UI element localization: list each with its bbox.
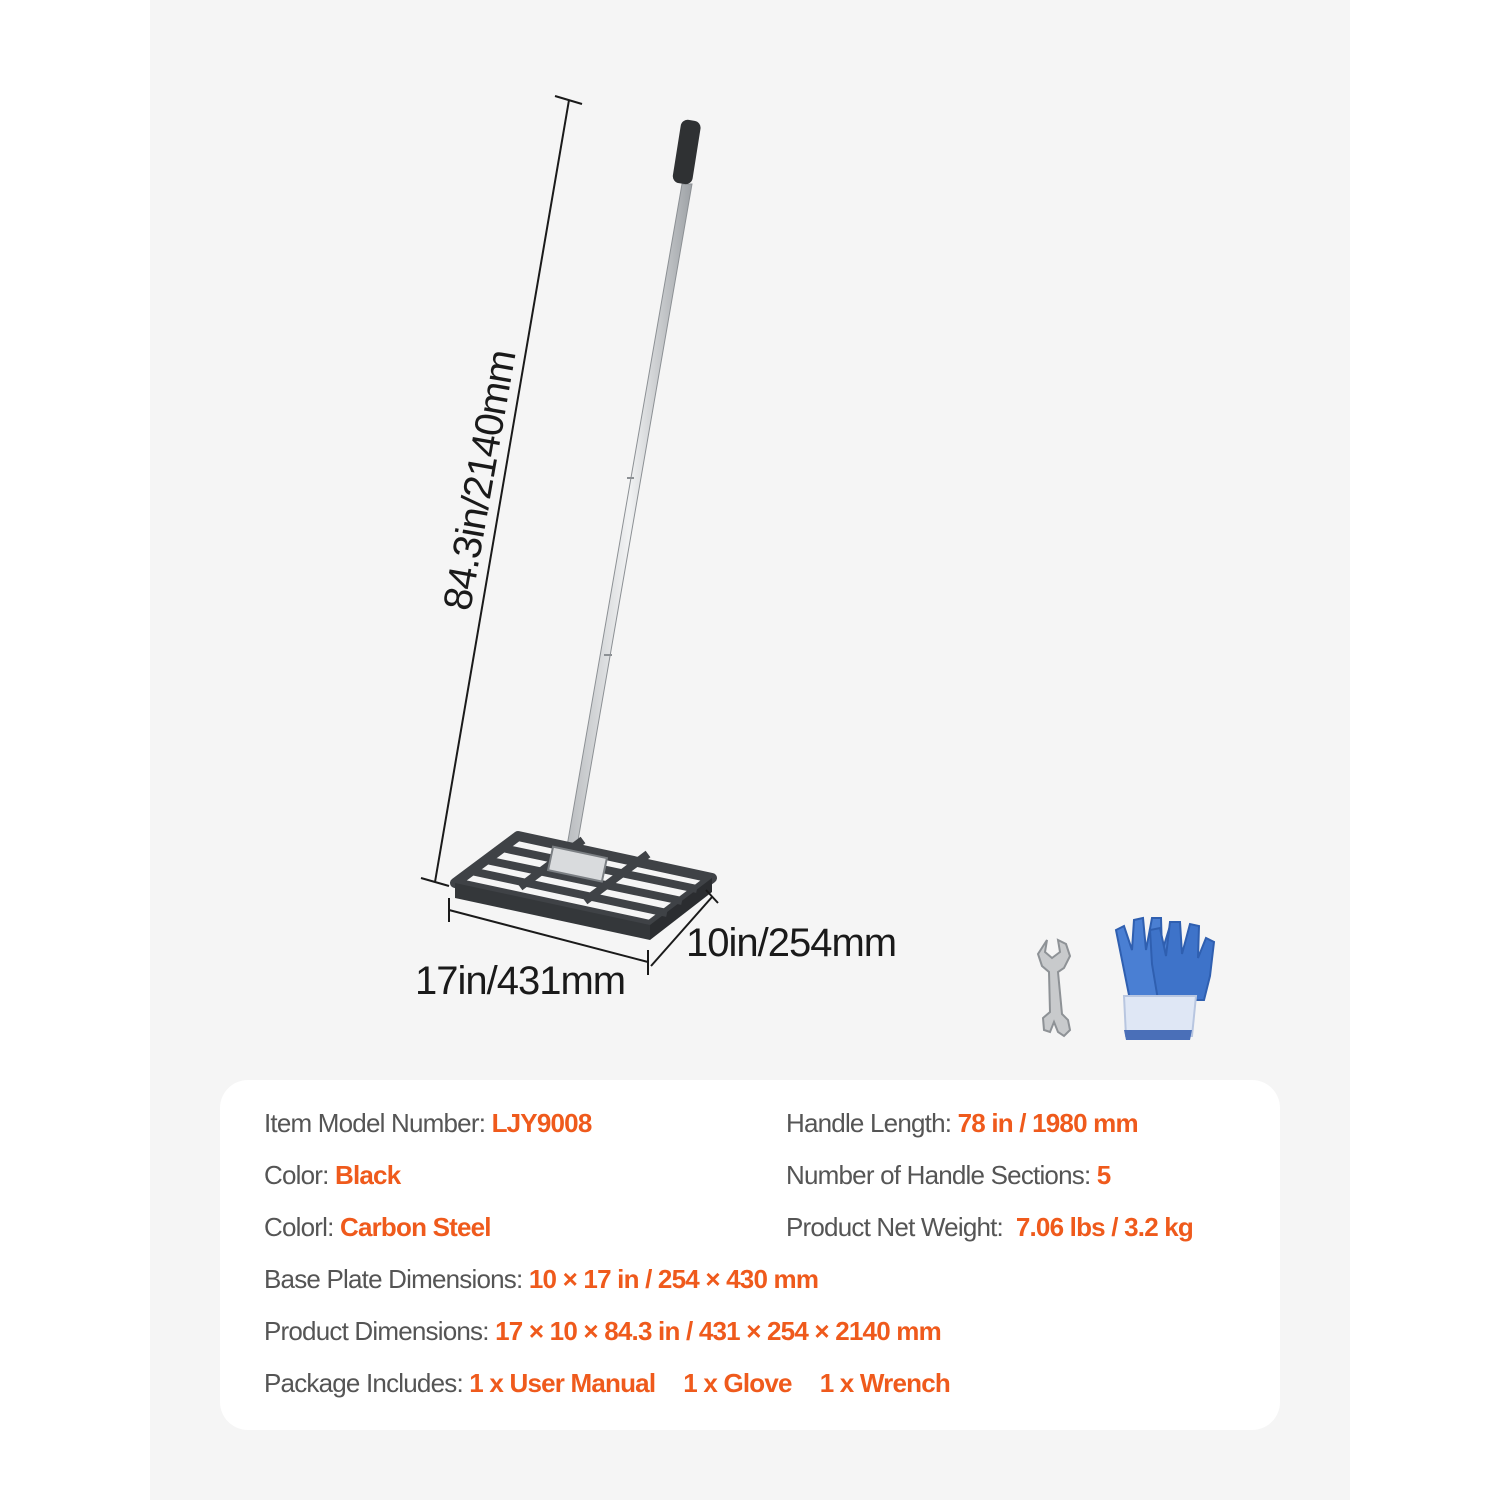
- spec-label: Base Plate Dimensions:: [264, 1264, 529, 1294]
- package-item-wrench: 1 x Wrench: [819, 1368, 950, 1398]
- spec-value: 5: [1096, 1160, 1111, 1190]
- spec-value: 10 × 17 in / 254 × 430 mm: [528, 1264, 819, 1294]
- spec-net-weight: [786, 1212, 1193, 1243]
- spec-product-dimensions: [264, 1316, 941, 1347]
- rake-handle: [566, 119, 702, 852]
- spec-value: Carbon Steel: [339, 1212, 491, 1242]
- spec-panel: [220, 1080, 1280, 1430]
- package-item-glove: 1 x Glove: [683, 1368, 792, 1398]
- wrench-icon: [1038, 940, 1070, 1036]
- spec-base-plate: [264, 1264, 818, 1295]
- spec-label: Colorl:: [264, 1212, 340, 1242]
- spec-label: Item Model Number:: [264, 1108, 492, 1138]
- spec-material: [264, 1212, 491, 1243]
- length-label: 17in/431mm: [415, 959, 626, 1003]
- width-label: 10in/254mm: [686, 921, 897, 965]
- spec-label: Number of Handle Sections:: [786, 1160, 1097, 1190]
- spec-label: Product Dimensions:: [264, 1316, 496, 1346]
- handle-grip: [672, 119, 702, 185]
- spec-model: [264, 1108, 592, 1139]
- spec-label: Product Net Weight:: [786, 1212, 1016, 1242]
- package-item-manual: 1 x User Manual: [469, 1368, 656, 1398]
- spec-label: Package Includes:: [264, 1368, 470, 1398]
- gloves-icon: [1116, 918, 1214, 1040]
- height-label: 84.3in/2140mm: [435, 347, 525, 614]
- leveling-frame: [455, 836, 712, 940]
- spec-label: Handle Length:: [786, 1108, 958, 1138]
- spec-value: 78 in / 1980 mm: [957, 1108, 1138, 1138]
- spec-handle-sections: [786, 1160, 1110, 1191]
- spec-value: 17 × 10 × 84.3 in / 431 × 254 × 2140 mm: [495, 1316, 941, 1346]
- spec-color: [264, 1160, 400, 1191]
- spec-value: 7.06 lbs / 3.2 kg: [1015, 1212, 1194, 1242]
- spec-handle-length: [786, 1108, 1138, 1139]
- spec-value: LJY9008: [491, 1108, 592, 1138]
- height-dimension-line: [421, 96, 582, 886]
- spec-package: [264, 1368, 950, 1399]
- spec-label: Color:: [264, 1160, 335, 1190]
- spec-value: Black: [334, 1160, 401, 1190]
